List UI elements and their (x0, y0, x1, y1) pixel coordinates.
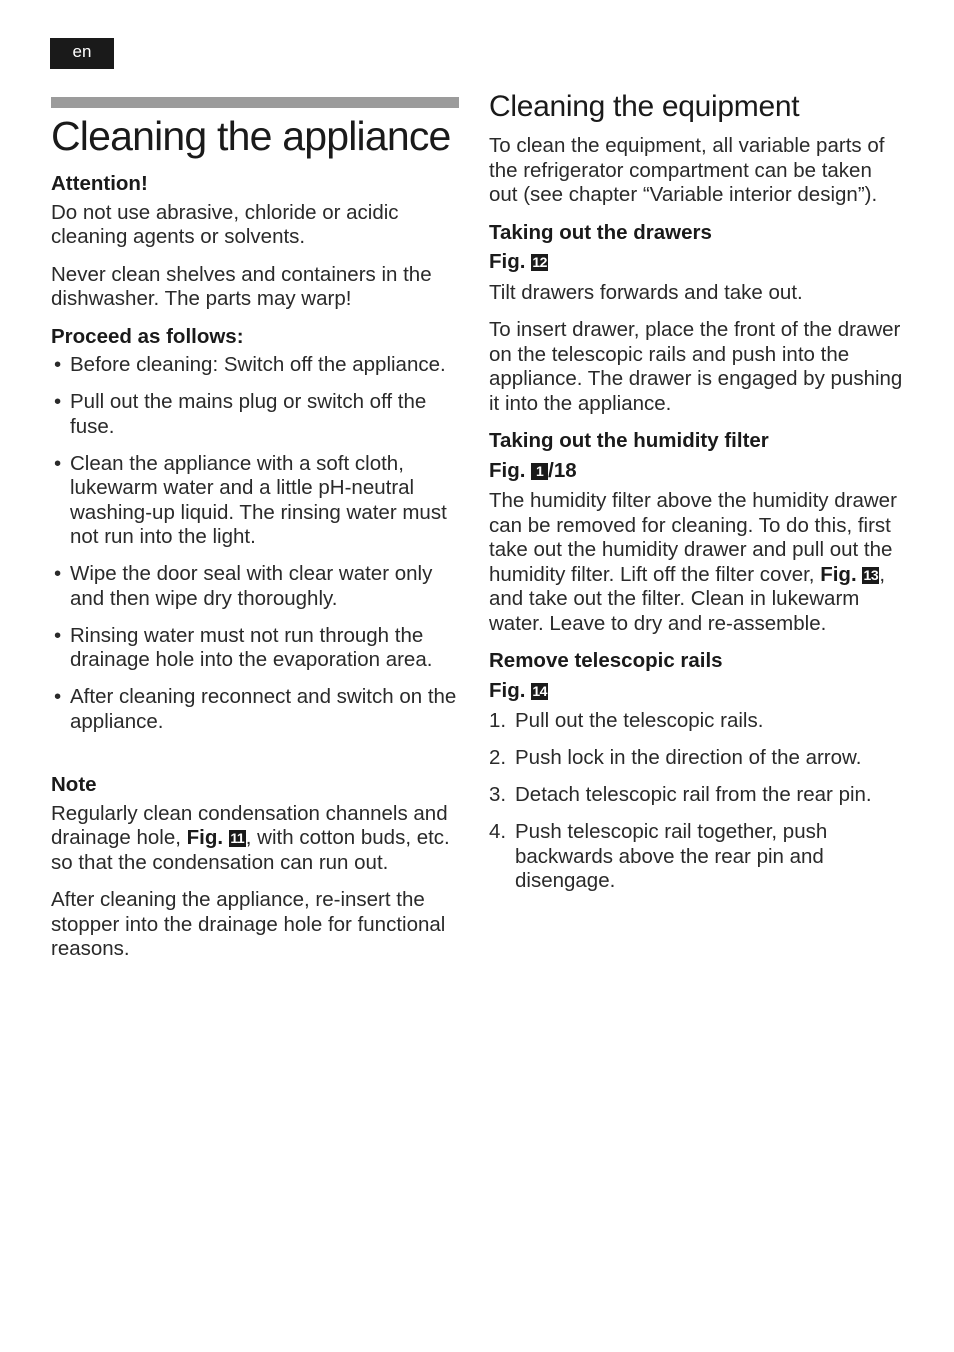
drawers-text-1: Tilt drawers forwards and take out. (489, 280, 803, 304)
note-block (51, 773, 451, 962)
list-item: • Wipe the door seal with clear water only and then wipe dry thoroughly. (54, 562, 433, 610)
list-item: 4. Push telescopic rail together, push backwards above the rear pin and disengage. (489, 820, 828, 892)
note-text: Regularly clean condensation channels and drainage hole, Fig. 11, with cotton buds, etc. so that the condensation can run out. (51, 801, 450, 874)
left-column (51, 172, 461, 734)
drawers-text-2: To insert drawer, place the front of the drawer on the telescopic rails and push into the appliance. The drawer is engaged by pushing it into the appliance. (489, 318, 903, 415)
bullet-icon: • (54, 451, 62, 475)
figure-number-icon: 1 (531, 463, 548, 480)
rails-steps-list (489, 709, 904, 894)
page-title: Cleaning the appliance (51, 113, 451, 159)
list-item: 3. Detach telescopic rail from the rear pin. (489, 783, 872, 806)
section-rule (51, 97, 459, 108)
figure-number-icon: 11 (230, 830, 245, 846)
fig-reference: Fig. (186, 826, 224, 849)
list-item: • Before cleaning: Switch off the appliance. (54, 353, 446, 376)
bullet-icon: • (54, 562, 62, 585)
rails-fig: Fig. 14 (489, 678, 547, 702)
bullet-icon: • (54, 685, 62, 708)
right-column (489, 134, 904, 894)
drawers-fig: Fig. 12 (489, 250, 547, 273)
figure-number-icon: 12 (532, 254, 547, 270)
attention-heading: Attention! (51, 172, 148, 195)
note-heading: Note (51, 773, 97, 796)
list-item: • After cleaning reconnect and switch on the appliance. (54, 685, 457, 733)
list-item: • Clean the appliance with a soft cloth, lukewarm water and a little pH-neutral washing-up liquid. The rinsing water must not run into the light. (54, 451, 447, 548)
rails-heading: Remove telescopic rails (489, 649, 723, 672)
list-item: • Pull out the mains plug or switch off the fuse. (54, 390, 427, 438)
drawers-heading: Taking out the drawers (489, 220, 712, 244)
filter-text: The humidity filter above the humidity drawer can be removed for cleaning. To do this, first take out the humidity drawer and pull out the humidity filter. Lift off the filter cover, Fig. 13, and take out the filter. Clean in lukewarm water. Leave to dry and re-assemble. (489, 489, 897, 635)
proceed-heading: Proceed as follows: (51, 324, 244, 348)
list-item: 1. Pull out the telescopic rails. (489, 709, 764, 732)
stopper-text: After cleaning the appliance, re-insert the stopper into the drainage hole for functional reasons. (51, 888, 446, 960)
filter-fig: Fig. 1 /18 (489, 458, 577, 482)
cleaning-steps-list (51, 353, 461, 734)
filter-heading: Taking out the humidity filter (489, 429, 769, 452)
list-item: 2. Push lock in the direction of the arrow. (489, 746, 862, 769)
section-title: Cleaning the equipment (489, 90, 800, 123)
language-tab: en (50, 38, 114, 69)
bullet-icon: • (54, 390, 62, 413)
bullet-icon: • (54, 623, 62, 647)
bullet-icon: • (54, 353, 62, 376)
figure-number-icon: 14 (532, 682, 547, 699)
figure-number-icon: 13 (863, 566, 879, 583)
attention-text: Do not use abrasive, chloride or acidic cleaning agents or solvents. (51, 200, 399, 248)
fig-reference: Fig. (820, 562, 857, 586)
dishwasher-warning: Never clean shelves and containers in the dishwasher. The parts may warp! (51, 262, 432, 310)
equipment-intro: To clean the equipment, all variable parts of the refrigerator compartment can be taken out (see chapter “Variable interior design”). (489, 134, 885, 206)
list-item: • Rinsing water must not run through the drainage hole into the evaporation area. (54, 623, 433, 671)
